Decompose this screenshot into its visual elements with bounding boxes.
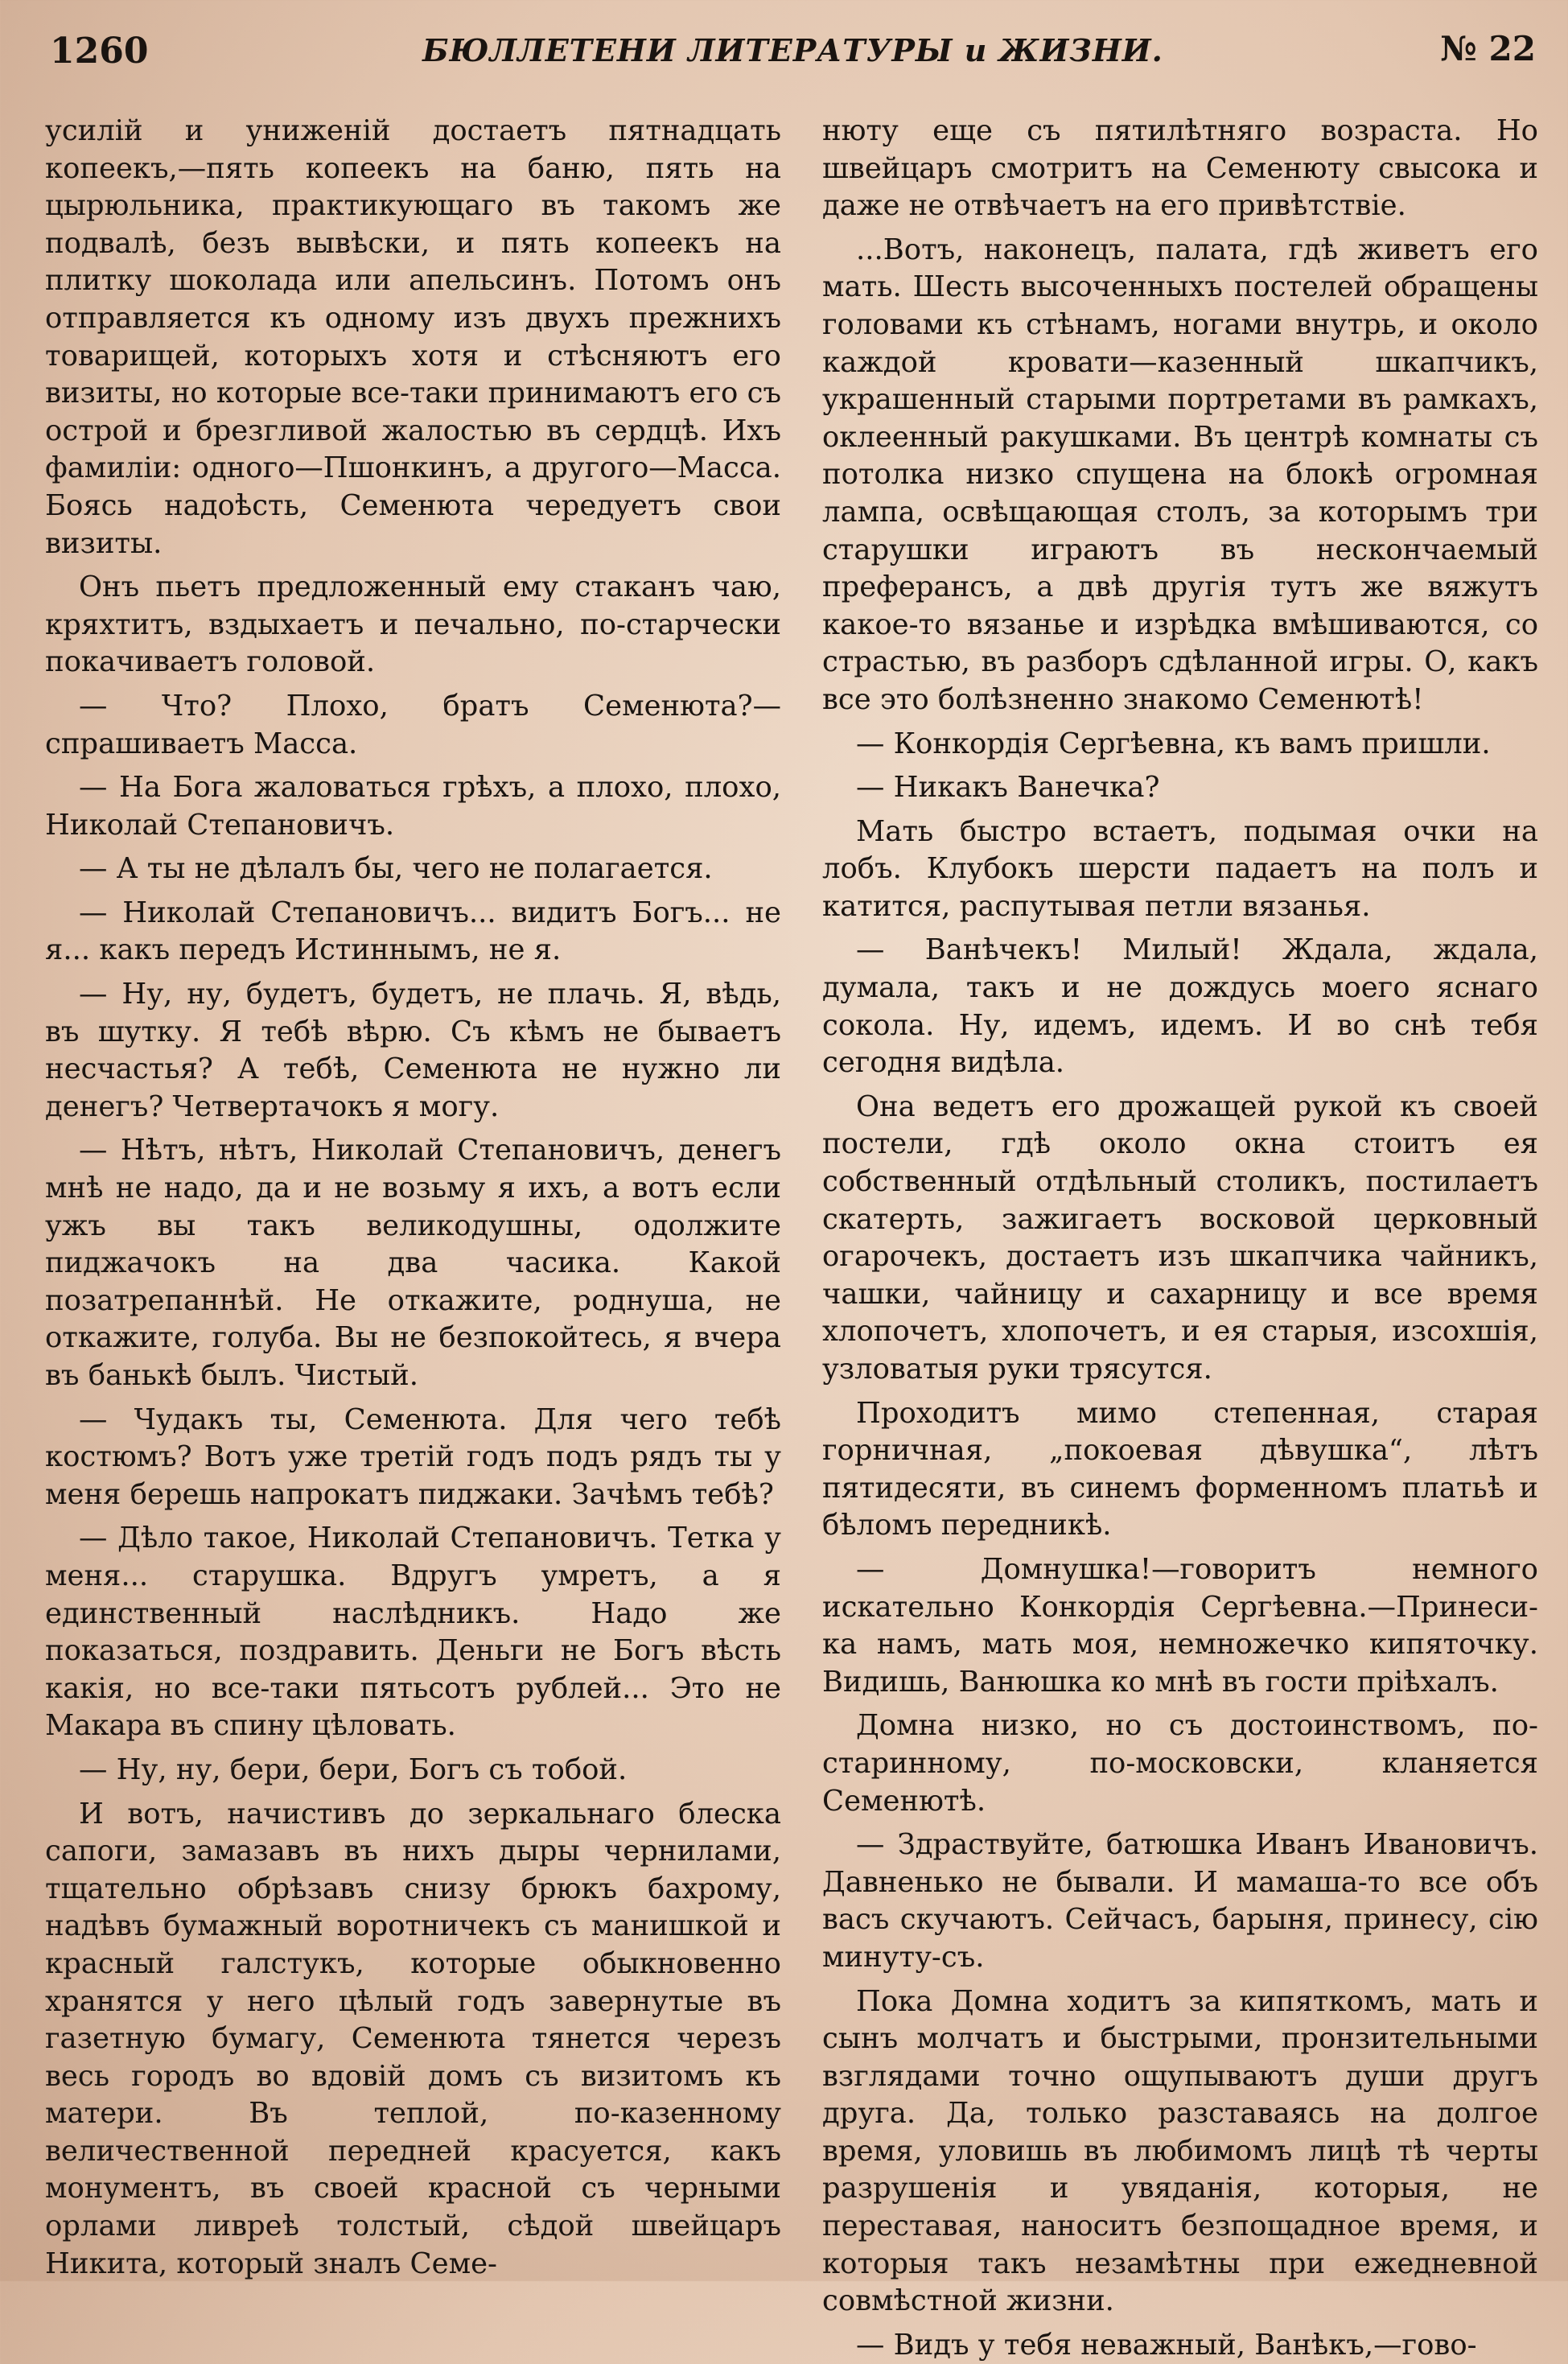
running-title: БЮЛЛЕТЕНИ ЛИТЕРАТУРЫ и ЖИЗНИ. bbox=[422, 32, 1163, 68]
dialogue-line: — Домнушка!—говоритъ немного искательно Конкордія Сергѣевна.—Принеси-ка намъ, мать моя, немножечко кипяточку. Видишь, Ванюшка ко мнѣ въ гости пріѣхалъ. bbox=[822, 1552, 1538, 1699]
dialogue-line: — На Бога жаловаться грѣхъ, а плохо, плохо, Николай Степановичъ. bbox=[45, 771, 781, 842]
issue-number: № 22 bbox=[1440, 29, 1536, 68]
dialogue-line: — Что? Плохо, братъ Семенюта?—спрашиваетъ Масса. bbox=[45, 689, 781, 760]
paragraph: нюту еще съ пятилѣтняго возраста. Но швейцаръ смотритъ на Семенюту свысока и даже не отвѣчаетъ на его привѣтствіе. bbox=[822, 114, 1538, 223]
dialogue-line: — Чудакъ ты, Семенюта. Для чего тебѣ костюмъ? Вотъ уже третій годъ подъ рядъ ты у меня берешь напрокатъ пиджаки. Зачѣмъ тебѣ? bbox=[45, 1402, 781, 1511]
right-column bbox=[822, 113, 1538, 2364]
dialogue-line: — Нѣтъ, нѣтъ, Николай Степановичъ, денегъ мнѣ не надо, да и не возьму я ихъ, а вотъ если ужъ вы такъ великодушны, одолжите пиджачокъ на два часика. Какой позатрепаннѣй. Не откажите, роднуша, не откажите, голуба. Вы не безпокойтесь, я вчера въ банькѣ былъ. Чистый. bbox=[45, 1134, 781, 1392]
paragraph: И вотъ, начистивъ до зеркальнаго блеска сапоги, замазавъ въ нихъ дыры чернилами, тщательно обрѣзавъ снизу брюкъ бахрому, надѣвъ бумажный воротничекъ съ манишкой и красный галстукъ, которые обыкновенно хранятся у него цѣлый годъ завернутые въ газетную бумагу, Семенюта тянется черезъ весь городъ во вдовій домъ съ визитомъ къ матери. Въ теплой, по-казенному величественной передней красуется, какъ монументъ, въ своей красной съ черными орлами ливреѣ толстый, сѣдой швейцаръ Никита, который зналъ Семе- bbox=[45, 1797, 781, 2280]
paragraph: Мать быстро встаетъ, подымая очки на лобъ. Клубокъ шерсти падаетъ на полъ и катится, распутывая петли вязанья. bbox=[822, 814, 1538, 923]
page-header bbox=[50, 27, 1536, 76]
page-number: 1260 bbox=[50, 31, 149, 72]
dialogue-line: — Николай Степановичъ... видитъ Богъ... не я... какъ передъ Истиннымъ, не я. bbox=[45, 896, 781, 967]
dialogue-line: — Здраствуйте, батюшка Иванъ Ивановичъ. Давненько не бывали. И мамаша-то все объ васъ скучаютъ. Сейчасъ, барыня, принесу, сію минуту-съ. bbox=[822, 1828, 1538, 1974]
left-column bbox=[45, 113, 781, 2283]
dialogue-line: — Дѣло такое, Николай Степановичъ. Тетка у меня... старушка. Вдругъ умретъ, а я единственный наслѣдникъ. Надо же показаться, поздравить. Деньги не Богъ вѣсть какія, но все-таки пятьсотъ рублей... Это не Макара въ спину цѣловать. bbox=[45, 1522, 781, 1743]
dialogue-line: — Ну, ну, будетъ, будетъ, не плачь. Я, вѣдь, въ шутку. Я тебѣ вѣрю. Съ кѣмъ не бываетъ несчастья? А тебѣ, Семенюта не нужно ли денегъ? Четвертачокъ я могу. bbox=[45, 978, 781, 1123]
dialogue-line: — А ты не дѣлалъ бы, чего не полагается. bbox=[79, 852, 713, 886]
paragraph: ...Вотъ, наконецъ, палата, гдѣ живетъ его мать. Шесть высоченныхъ постелей обращены головами къ стѣнамъ, ногами внутрь, и около каждой кровати—казенный шкапчикъ, украшенный старыми портретами въ рамкахъ, оклеенный ракушками. Въ центрѣ комнаты съ потолка низко спущена на блокѣ огромная лампа, освѣщающая столъ, за которымъ три старушки играютъ въ нескончаемый преферансъ, а двѣ другія тутъ же вяжутъ какое-то вязанье и изрѣдка вмѣшиваются, со страстью, въ разборъ сдѣланной игры. О, какъ все это болѣзненно знакомо Семенютѣ! bbox=[822, 233, 1538, 716]
dialogue-line: — Никакъ Ванечка? bbox=[856, 771, 1160, 805]
paragraph: Проходитъ мимо степенная, старая горничная, „покоевая дѣвушка“, лѣтъ пятидесяти, въ синемъ форменномъ платьѣ и бѣломъ передникѣ. bbox=[822, 1396, 1538, 1542]
paragraph: Она ведетъ его дрожащей рукой къ своей постели, гдѣ около окна стоитъ ея собственный отдѣльный столикъ, постилаетъ скатерть, зажигаетъ восковой церковный огарочекъ, достаетъ изъ шкапчика чайникъ, чашки, чайницу и сахарницу и все время хлопочетъ, хлопочетъ, и ея старыя, изсохшія, узловатыя руки трясутся. bbox=[822, 1089, 1538, 1386]
paragraph: Онъ пьетъ предложенный ему стаканъ чаю, кряхтитъ, вздыхаетъ и печально, по-старчески покачиваетъ головой. bbox=[45, 570, 781, 679]
dialogue-line: — Видъ у тебя неважный, Ванѣкъ,—гово- bbox=[856, 2328, 1477, 2362]
paragraph: усилій и униженій достаетъ пятнадцать копеекъ,—пять копеекъ на баню, пять на цырюльника, практикующаго въ такомъ же подвалѣ, безъ вывѣски, и пять копеекъ на плитку шоколада или апельсинъ. Потомъ онъ отправляется къ одному изъ двухъ прежнихъ товарищей, которыхъ хотя и стѣсняютъ его визиты, но которые все-таки принимаютъ его съ острой и брезгливой жалостью въ сердцѣ. Ихъ фамиліи: одного—Пшонкинъ, а другого—Масса. Боясь надоѣсть, Семенюта чередуетъ свои визиты. bbox=[45, 114, 781, 560]
paragraph: Пока Домна ходитъ за кипяткомъ, мать и сынъ молчатъ и быстрыми, пронзительными взглядами точно ощупываютъ души другъ друга. Да, только разставаясь на долгое время, уловишь въ любимомъ лицѣ тѣ черты разрушенія и увяданія, которыя, не переставая, наноситъ безпощадное время, и которыя такъ незамѣтны при ежедневной совмѣстной жизни. bbox=[822, 1984, 1538, 2318]
dialogue-line: — Ванѣчекъ! Милый! Ждала, ждала, думала, такъ и не дождусь моего яснаго сокола. Ну, идемъ, идемъ. И во снѣ тебя сегодня видѣла. bbox=[822, 933, 1538, 1080]
dialogue-line: — Ну, ну, бери, бери, Богъ съ тобой. bbox=[79, 1752, 628, 1786]
paragraph: Домна низко, но съ достоинствомъ, по-старинному, по-московски, кланяется Семенютѣ. bbox=[822, 1709, 1538, 1818]
dialogue-line: — Конкордія Сергѣевна, къ вамъ пришли. bbox=[856, 727, 1491, 760]
